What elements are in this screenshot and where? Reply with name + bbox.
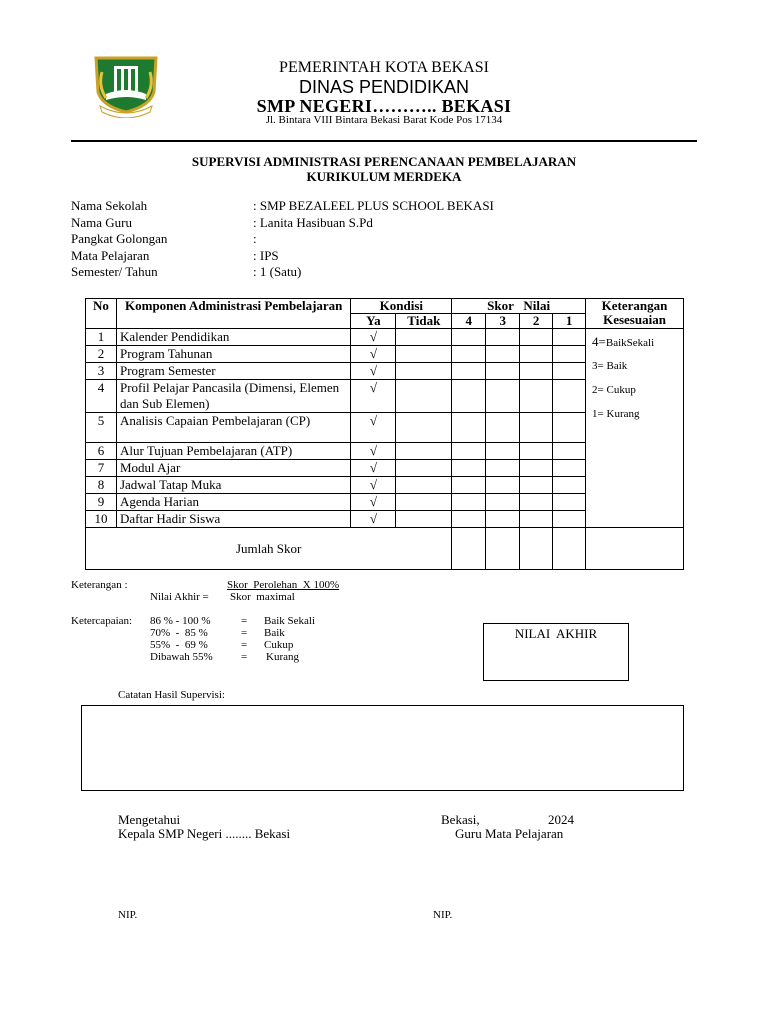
col-no: No bbox=[86, 299, 117, 329]
nilai-akhir-title: NILAI AKHIR bbox=[514, 626, 598, 641]
col-ya: Ya bbox=[351, 314, 396, 329]
range-result: Baik bbox=[264, 627, 285, 639]
col-komponen: Komponen Administrasi Pembelajaran bbox=[116, 299, 350, 329]
row-no: 2 bbox=[86, 346, 117, 363]
header-address: Jl. Bintara VIII Bintara Bekasi Barat Kode Pos 17134 bbox=[265, 114, 503, 126]
row-item: Kalender Pendidikan bbox=[116, 329, 350, 346]
row-ya: √ bbox=[351, 477, 396, 494]
row-no: 10 bbox=[86, 511, 117, 528]
range-eq: = bbox=[241, 615, 248, 627]
row-no: 7 bbox=[86, 460, 117, 477]
row-ya: √ bbox=[351, 363, 396, 380]
legend-text: Kurang bbox=[603, 408, 640, 420]
info-value: : SMP BEZALEEL PLUS SCHOOL BEKASI bbox=[253, 198, 494, 213]
row-no: 9 bbox=[86, 494, 117, 511]
col-kondisi: Kondisi bbox=[351, 299, 452, 314]
catatan-box bbox=[81, 705, 684, 791]
row-ya: √ bbox=[351, 460, 396, 477]
row-no: 4 bbox=[86, 380, 117, 413]
row-item: Daftar Hadir Siswa bbox=[116, 511, 350, 528]
header-divider bbox=[71, 140, 697, 142]
nilai-akhir-box bbox=[483, 623, 629, 681]
legend-num: 2= bbox=[592, 384, 604, 396]
row-ya: √ bbox=[351, 494, 396, 511]
row-item: Agenda Harian bbox=[116, 494, 350, 511]
row-item: Jadwal Tatap Muka bbox=[116, 477, 350, 494]
row-item: Program Tahunan bbox=[116, 346, 350, 363]
info-value: : 1 (Satu) bbox=[253, 264, 302, 279]
keterangan-label: Keterangan : bbox=[71, 579, 128, 591]
info-label: Nama Sekolah bbox=[71, 198, 148, 213]
table-row bbox=[86, 329, 684, 346]
col-skor: Skor Nilai bbox=[452, 299, 586, 314]
legend-text: BaikSekali bbox=[605, 337, 655, 349]
ketercapaian-label: Ketercapaian: bbox=[71, 615, 133, 627]
legend-num: 1= bbox=[592, 408, 604, 420]
legend-cell bbox=[586, 329, 684, 528]
range-text: 70% - 85 % bbox=[150, 627, 208, 639]
range-text: 86 % - 100 % bbox=[150, 615, 211, 627]
total-label: Jumlah Skor bbox=[86, 528, 452, 570]
row-no: 5 bbox=[86, 413, 117, 443]
range-text: 55% - 69 % bbox=[150, 639, 208, 651]
legend-text: Cukup bbox=[603, 384, 636, 396]
row-no: 3 bbox=[86, 363, 117, 380]
info-value: : bbox=[253, 231, 257, 246]
table-header-row bbox=[86, 299, 684, 314]
doc-title-line2: KURIKULUM MERDEKA bbox=[306, 169, 462, 184]
range-result: Cukup bbox=[264, 639, 294, 651]
row-item: Modul Ajar bbox=[116, 460, 350, 477]
col-s1: 1 bbox=[553, 314, 586, 329]
legend-num: 4= bbox=[592, 334, 606, 349]
range-eq: = bbox=[241, 639, 248, 651]
row-ya: √ bbox=[351, 329, 396, 346]
col-s3: 3 bbox=[486, 314, 520, 329]
row-ya: √ bbox=[351, 443, 396, 460]
col-s4: 4 bbox=[452, 314, 486, 329]
range-eq: = bbox=[241, 627, 248, 639]
header-line2: DINAS PENDIDIKAN bbox=[298, 77, 470, 97]
city-logo bbox=[92, 54, 160, 118]
range-result: Kurang bbox=[266, 651, 299, 663]
row-ya: √ bbox=[351, 511, 396, 528]
nilai-akhir-label: Nilai Akhir = bbox=[150, 591, 209, 603]
sign-left-line1: Mengetahui bbox=[118, 812, 181, 827]
row-item: Alur Tujuan Pembelajaran (ATP) bbox=[116, 443, 350, 460]
row-item: Profil Pelajar Pancasila (Dimensi, Elemen dan Sub Elemen) bbox=[116, 380, 350, 413]
row-item: Analisis Capaian Pembelajaran (CP) bbox=[116, 413, 350, 443]
row-ya: √ bbox=[351, 380, 396, 413]
sign-right-city: Bekasi, bbox=[441, 812, 480, 827]
col-tidak: Tidak bbox=[396, 314, 452, 329]
total-row bbox=[86, 528, 684, 570]
range-eq: = bbox=[241, 651, 248, 663]
legend-num: 3= bbox=[592, 360, 604, 372]
formula-denominator: Skor maximal bbox=[230, 591, 295, 603]
range-text: Dibawah 55% bbox=[150, 651, 213, 663]
range-result: Baik Sekali bbox=[264, 615, 316, 627]
info-label: Nama Guru bbox=[71, 214, 133, 230]
sign-right-year: 2024 bbox=[548, 812, 574, 827]
info-label: Pangkat Golongan bbox=[71, 231, 168, 246]
formula-numerator: Skor Perolehan X 100% bbox=[227, 579, 340, 591]
col-s2: 2 bbox=[520, 314, 553, 329]
sign-left-nip: NIP. bbox=[118, 909, 138, 921]
header-line1: PEMERINTAH KOTA BEKASI bbox=[279, 59, 489, 76]
row-ya: √ bbox=[351, 413, 396, 443]
row-no: 1 bbox=[86, 329, 117, 346]
sign-left-line2: Kepala SMP Negeri ........ Bekasi bbox=[118, 826, 291, 841]
supervision-table bbox=[85, 298, 684, 570]
row-item: Program Semester bbox=[116, 363, 350, 380]
row-no: 6 bbox=[86, 443, 117, 460]
doc-title-line1: SUPERVISI ADMINISTRASI PERENCANAAN PEMBELAJARAN bbox=[191, 154, 577, 169]
col-keterangan: Keterangan Kesesuaian bbox=[586, 299, 684, 329]
row-no: 8 bbox=[86, 477, 117, 494]
info-label: Semester/ Tahun bbox=[71, 264, 158, 279]
sign-right-nip: NIP. bbox=[433, 909, 453, 921]
header-line3: SMP NEGERI……….. BEKASI bbox=[256, 96, 512, 116]
info-value: : Lanita Hasibuan S.Pd bbox=[253, 214, 373, 230]
catatan-label: Catatan Hasil Supervisi: bbox=[118, 689, 225, 701]
sign-right-line2: Guru Mata Pelajaran bbox=[455, 826, 564, 841]
info-value: : IPS bbox=[253, 247, 279, 263]
info-label: Mata Pelajaran bbox=[71, 247, 150, 263]
legend-text: Baik bbox=[603, 360, 628, 372]
row-ya: √ bbox=[351, 346, 396, 363]
